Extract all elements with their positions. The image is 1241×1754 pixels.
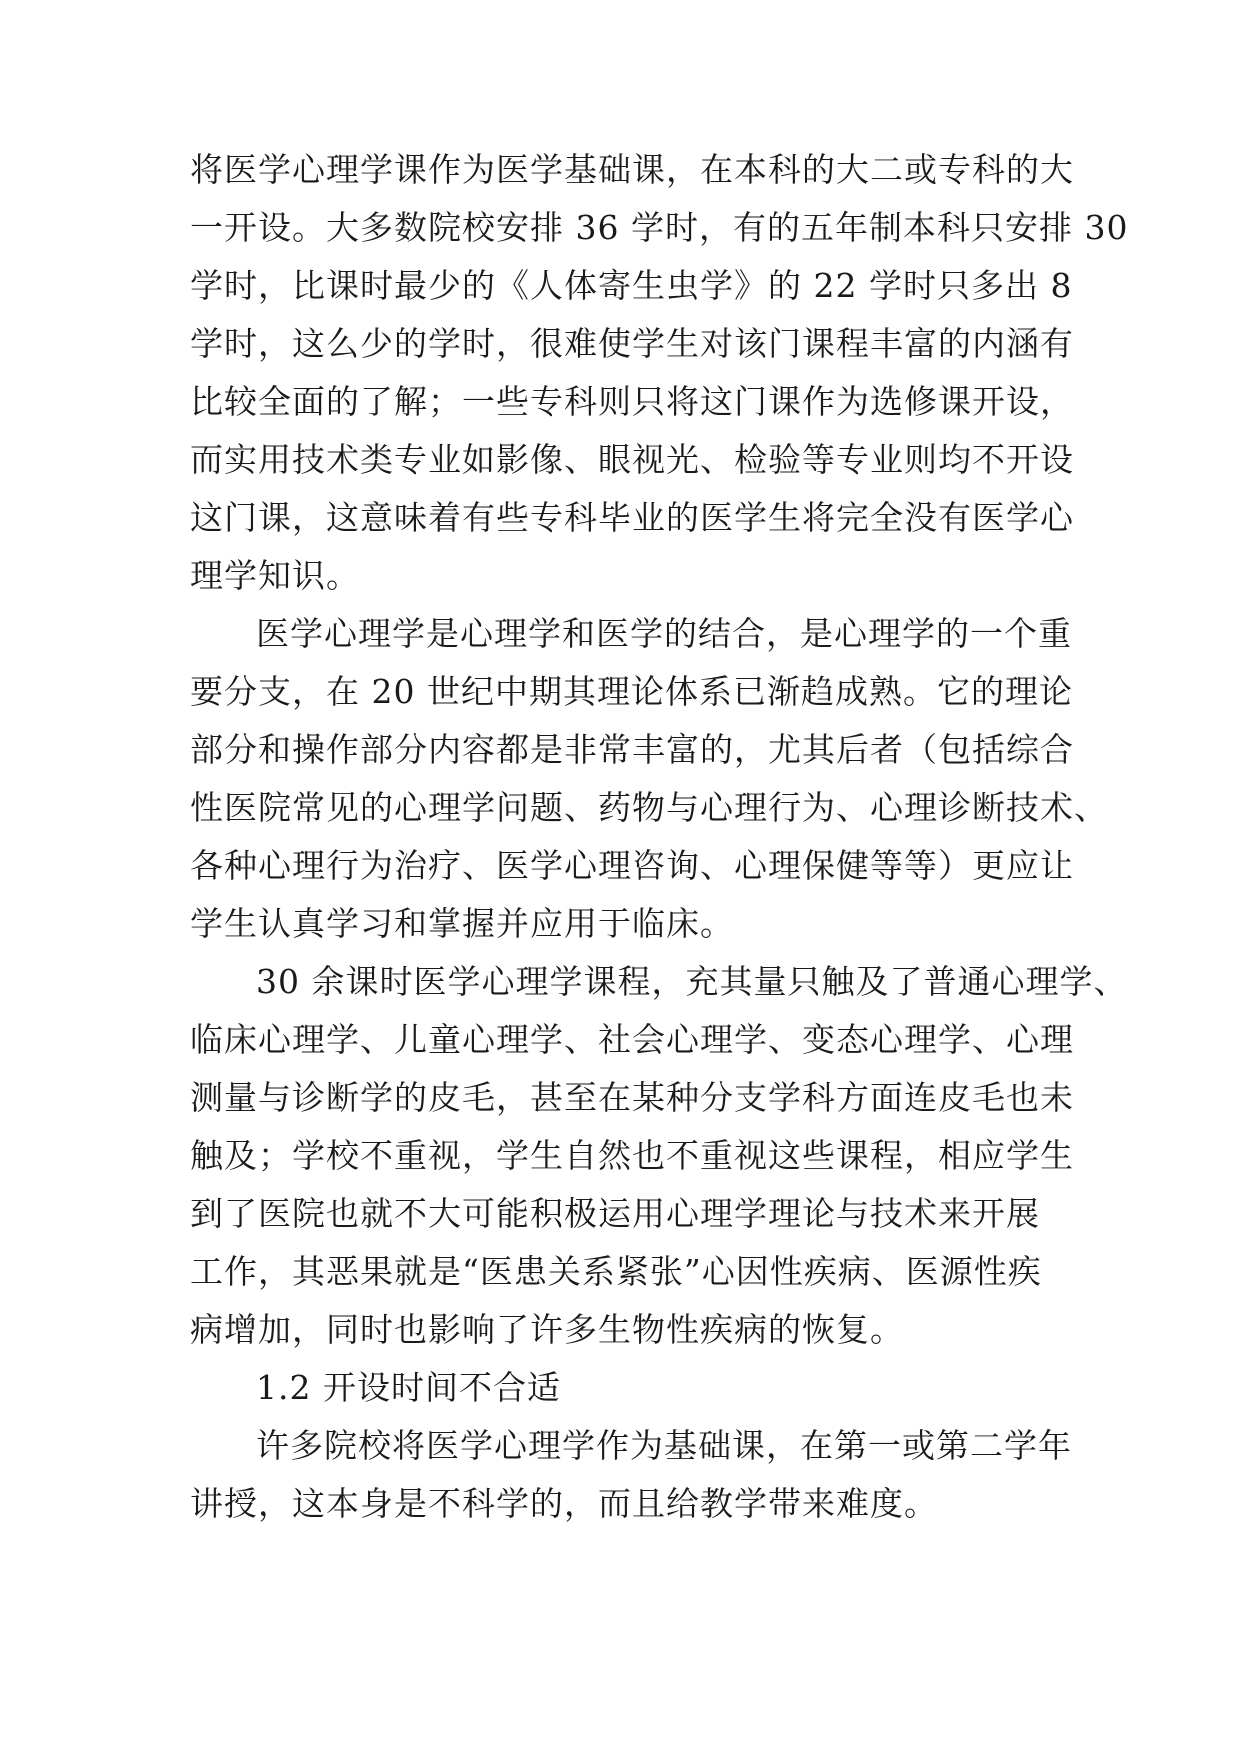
paragraph-start-line: 许多院校将医学心理学作为基础课，在第一或第二学年	[256, 1426, 1072, 1465]
text-line: 病增加，同时也影响了许多生物性疾病的恢复。	[190, 1310, 904, 1349]
text-line: 临床心理学、儿童心理学、社会心理学、变态心理学、心理	[190, 1020, 1074, 1059]
text-line: 要分支，在 20 世纪中期其理论体系已渐趋成熟。它的理论	[190, 672, 1073, 711]
text-line: 部分和操作部分内容都是非常丰富的，尤其后者（包括综合	[190, 730, 1074, 769]
text-line: 学时，比课时最少的《人体寄生虫学》的 22 学时只多出 8	[190, 266, 1073, 305]
text-line: 触及；学校不重视，学生自然也不重视这些课程，相应学生	[190, 1136, 1074, 1175]
text-line: 学生认真学习和掌握并应用于临床。	[190, 904, 734, 943]
text-line: 比较全面的了解；一些专科则只将这门课作为选修课开设，	[190, 382, 1074, 421]
text-line: 工作，其恶果就是“医患关系紧张”心因性疾病、医源性疾	[190, 1252, 1042, 1291]
paragraph-start-line: 医学心理学是心理学和医学的结合，是心理学的一个重	[256, 614, 1072, 653]
text-line: 到了医院也就不大可能积极运用心理学理论与技术来开展	[190, 1194, 1040, 1233]
text-line: 学时，这么少的学时，很难使学生对该门课程丰富的内涵有	[190, 324, 1074, 363]
paragraph-start-line: 30 余课时医学心理学课程，充其量只触及了普通心理学、	[256, 962, 1128, 1001]
text-line: 讲授，这本身是不科学的，而且给教学带来难度。	[190, 1484, 938, 1523]
text-line: 性医院常见的心理学问题、药物与心理行为、心理诊断技术、	[190, 788, 1108, 827]
text-line: 理学知识。	[190, 556, 360, 595]
text-line: 各种心理行为治疗、医学心理咨询、心理保健等等）更应让	[190, 846, 1074, 885]
text-line: 将医学心理学课作为医学基础课，在本科的大二或专科的大	[190, 150, 1074, 189]
text-line: 而实用技术类专业如影像、眼视光、检验等专业则均不开设	[190, 440, 1074, 479]
text-line: 这门课，这意味着有些专科毕业的医学生将完全没有医学心	[190, 498, 1074, 537]
text-line: 一开设。大多数院校安排 36 学时，有的五年制本科只安排 30	[190, 208, 1129, 247]
text-line: 测量与诊断学的皮毛，甚至在某种分支学科方面连皮毛也未	[190, 1078, 1074, 1117]
section-heading: 1.2 开设时间不合适	[256, 1368, 561, 1407]
